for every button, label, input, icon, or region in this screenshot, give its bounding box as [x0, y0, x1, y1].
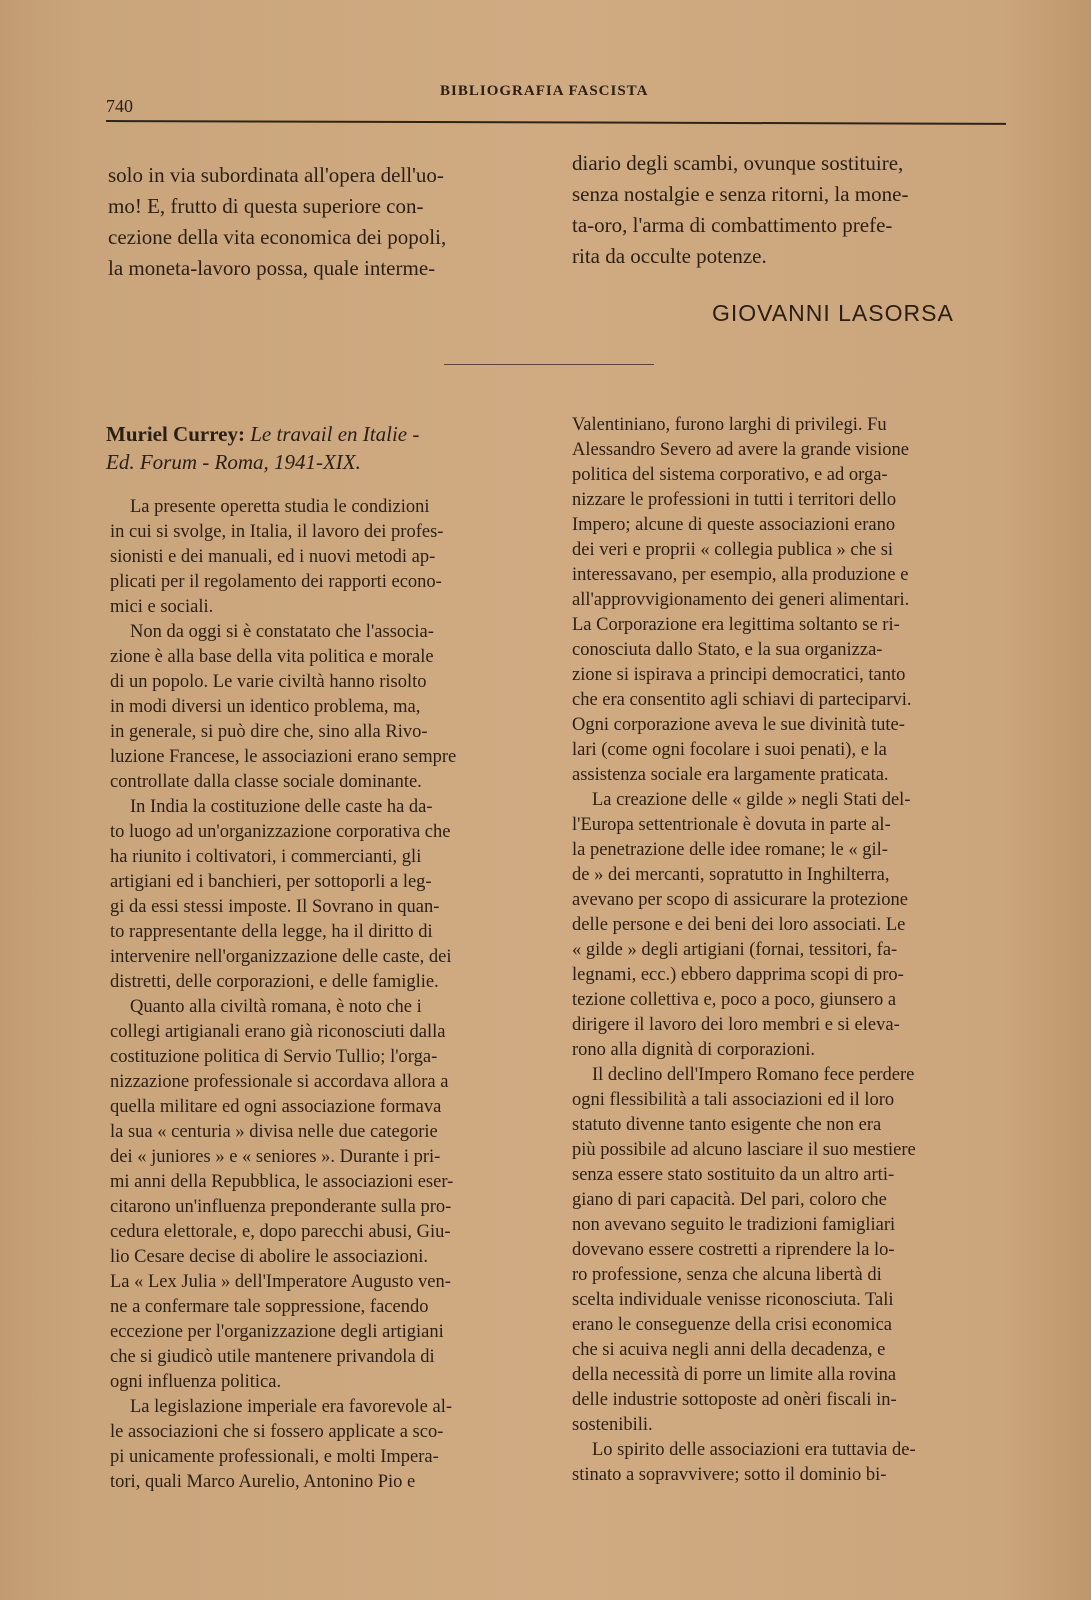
text-line: non avevano seguito le tradizioni famigliari	[572, 1215, 896, 1235]
text-line: legnami, ecc.) ebbero dapprima scopi di pro-	[572, 965, 904, 985]
text-line: eccezione per l'organizzazione degli artigiani	[110, 1322, 444, 1342]
running-head: BIBLIOGRAFIA FASCISTA	[440, 83, 649, 99]
text-line: mo! E, frutto di questa superiore con-	[108, 194, 424, 218]
text-line: sionisti e dei manuali, ed i nuovi metodi ap-	[110, 547, 436, 567]
text-line: intervenire nell'organizzazione delle caste, dei	[110, 947, 452, 967]
text-line: giano di pari capacità. Del pari, coloro che	[572, 1190, 887, 1210]
text-line: che si giudicò utile mantenere privandola di	[110, 1347, 435, 1367]
text-line: interessavano, per esempio, alla produzione e	[572, 565, 909, 585]
text-line: ha riunito i coltivatori, i commercianti, gli	[110, 847, 422, 867]
text-line: statuto divenne tanto esigente che non era	[572, 1115, 882, 1135]
text-line: Alessandro Severo ad avere la grande visione	[572, 440, 909, 460]
text-line: Il declino dell'Impero Romano fece perdere	[592, 1065, 915, 1085]
text-line: dei veri e proprii « collegia publica » che si	[572, 540, 894, 560]
text-line: cezione della vita economica dei popoli,	[108, 225, 447, 249]
text-line: in cui si svolge, in Italia, il lavoro dei profes-	[110, 522, 444, 542]
text-line: collegi artigianali erano già riconosciuti dalla	[110, 1022, 446, 1042]
text-line: nizzare le professioni in tutti i territori dello	[572, 490, 897, 510]
top-left-column	[108, 160, 548, 284]
text-line: dovevano essere costretti a riprendere la lo-	[572, 1240, 895, 1260]
right-body-column	[572, 413, 1012, 1488]
top-right-column	[572, 148, 992, 272]
text-line: l'Europa settentrionale è dovuta in parte al-	[572, 815, 891, 835]
text-line: rita da occulte potenze.	[572, 244, 767, 268]
text-line: sostenibili.	[572, 1415, 653, 1435]
text-line: de » dei mercanti, sopratutto in Inghilterra,	[572, 865, 890, 885]
text-line: senza essere stato sostituito da un altro arti-	[572, 1165, 895, 1185]
text-line: costituzione politica di Servio Tullio; l'orga-	[110, 1047, 438, 1067]
header-rule	[106, 120, 1006, 125]
text-line: mi anni della Repubblica, le associazioni eser-	[110, 1172, 454, 1192]
text-line: ogni influenza politica.	[110, 1372, 282, 1392]
text-line: Impero; alcune di queste associazioni erano	[572, 515, 896, 535]
text-line: La Corporazione era legittima soltanto se ri-	[572, 615, 900, 635]
text-line: Valentiniano, furono larghi di privilegi. Fu	[572, 415, 887, 435]
text-line: Quanto alla civiltà romana, è noto che i	[130, 997, 422, 1017]
text-line: artigiani ed i banchieri, per sottoporli a leg-	[110, 872, 432, 892]
page-number: 740	[106, 96, 133, 116]
text-line: che si acuiva negli anni della decadenza, e	[572, 1340, 886, 1360]
text-line: assistenza sociale era largamente praticata.	[572, 765, 889, 785]
text-line: citarono un'influenza preponderante sulla pro-	[110, 1197, 452, 1217]
text-line: plicati per il regolamento dei rapporti econo-	[110, 572, 442, 592]
text-line: avevano per scopo di assicurare la protezione	[572, 890, 908, 910]
text-line: zione si ispirava a principi democratici, tanto	[572, 665, 906, 685]
text-line: tezione collettiva e, poco a poco, giunsero a	[572, 990, 897, 1010]
section-separator	[444, 364, 654, 365]
text-line: to luogo ad un'organizzazione corporativa che	[110, 822, 451, 842]
text-line: lari (come ogni focolare i suoi penati), e la	[572, 740, 887, 760]
text-line: ro professione, senza che alcuna libertà di	[572, 1265, 882, 1285]
text-line: di un popolo. Le varie civiltà hanno risolto	[110, 672, 427, 692]
text-line: lio Cesare decise di abolire le associazioni.	[110, 1247, 428, 1267]
text-line: In India la costituzione delle caste ha da-	[130, 797, 433, 817]
text-line: mici e sociali.	[110, 597, 214, 617]
text-line: to rappresentante della legge, ha il diritto di	[110, 922, 433, 942]
text-line: la sua « centuria » divisa nelle due categorie	[110, 1122, 438, 1142]
text-line: Lo spirito delle associazioni era tuttavia de-	[592, 1440, 916, 1460]
text-line: tori, quali Marco Aurelio, Antonino Pio e	[110, 1472, 416, 1492]
text-line: più possibile ad alcuno lasciare il suo mestiere	[572, 1140, 916, 1160]
text-line: ne a confermare tale soppressione, facendo	[110, 1297, 429, 1317]
review-publisher: Ed. Forum - Roma, 1941-XIX.	[106, 450, 361, 474]
text-line: Ogni corporazione aveva le sue divinità tute-	[572, 715, 905, 735]
text-line: scelta individuale venisse riconosciuta. Tali	[572, 1290, 894, 1310]
text-line: rono alla dignità di corporazioni.	[572, 1040, 815, 1060]
text-line: quella militare ed ogni associazione formava	[110, 1097, 442, 1117]
text-line: la moneta-lavoro possa, quale interme-	[108, 256, 436, 280]
left-body-column	[110, 495, 550, 1495]
text-line: distretti, delle corporazioni, e delle famiglie.	[110, 972, 439, 992]
text-line: dei « juniores » e « seniores ». Durante i pri-	[110, 1147, 441, 1167]
text-line: pi unicamente professionali, e molti Impera-	[110, 1447, 439, 1467]
text-line: zione è alla base della vita politica e morale	[110, 647, 434, 667]
text-line: diario degli scambi, ovunque sostituire,	[572, 151, 904, 175]
text-line: « gilde » degli artigiani (fornai, tessitori, fa-	[572, 940, 898, 960]
text-line: luzione Francese, le associazioni erano sempre	[110, 747, 457, 767]
author-signature: GIOVANNI LASORSA	[712, 300, 954, 326]
text-line: in generale, si può dire che, sino alla Rivo-	[110, 722, 428, 742]
review-heading	[106, 420, 556, 476]
text-line: ta-oro, l'arma di combattimento prefe-	[572, 213, 893, 237]
text-line: stinato a sopravvivere; sotto il dominio bi-	[572, 1465, 887, 1485]
review-author: Muriel Currey:	[106, 422, 245, 446]
text-line: conosciuta dallo Stato, e la sua organizza-	[572, 640, 883, 660]
text-line: La « Lex Julia » dell'Imperatore Augusto ven-	[110, 1272, 451, 1292]
text-line: la penetrazione delle idee romane; le « gil-	[572, 840, 888, 860]
text-line: La legislazione imperiale era favorevole al-	[130, 1397, 453, 1417]
text-line: dirigere il lavoro dei loro membri e si eleva-	[572, 1015, 900, 1035]
text-line: ogni flessibilità a tali associazioni ed il loro	[572, 1090, 895, 1110]
text-line: della necessità di porre un limite alla rovina	[572, 1365, 897, 1385]
text-line: all'approvvigionamento dei generi alimentari.	[572, 590, 910, 610]
text-line: in modi diversi un identico problema, ma,	[110, 697, 421, 717]
text-line: politica del sistema corporativo, e ad orga-	[572, 465, 888, 485]
text-line: che era consentito agli schiavi di parteciparvi.	[572, 690, 912, 710]
text-line: gi da essi stessi imposte. Il Sovrano in quan-	[110, 897, 440, 917]
text-line: nizzazione professionale si accordava allora a	[110, 1072, 449, 1092]
text-line: La presente operetta studia le condizioni	[130, 497, 430, 517]
text-line: controllate dalla classe sociale dominante.	[110, 772, 422, 792]
text-line: delle persone e dei beni dei loro associati. Le	[572, 915, 906, 935]
text-line: solo in via subordinata all'opera dell'uo-	[108, 163, 444, 187]
text-line: senza nostalgie e senza ritorni, la mone-	[572, 182, 909, 206]
text-line: erano le conseguenze della crisi economica	[572, 1315, 892, 1335]
text-line: delle industrie sottoposte ad onèri fiscali in-	[572, 1390, 897, 1410]
text-line: cedura elettorale, e, dopo parecchi abusi, Giu-	[110, 1222, 451, 1242]
text-line: Non da oggi si è constatato che l'associa-	[130, 622, 434, 642]
text-line: La creazione delle « gilde » negli Stati del-	[592, 790, 911, 810]
review-title: Le travail en Italie -	[250, 422, 420, 446]
text-line: le associazioni che si fossero applicate a sco-	[110, 1422, 444, 1442]
